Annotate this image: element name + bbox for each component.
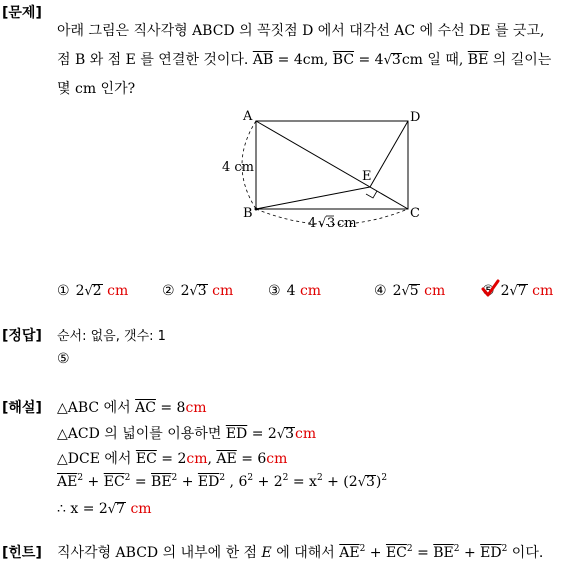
label-e: E xyxy=(362,169,372,184)
label-side-ab: 4 cm xyxy=(222,160,255,175)
choice-number: ③ xyxy=(268,283,281,299)
choice-unit: cm xyxy=(107,283,129,299)
right-angle-mark xyxy=(366,191,377,198)
sqrt-icon: √ xyxy=(276,427,286,442)
solution-eq: ∴ x = 2 xyxy=(57,501,108,517)
hint-text: 직사각형 ABCD 의 내부에 한 점 xyxy=(57,545,258,561)
sqrt-icon: √ xyxy=(401,284,410,299)
choice-unit: cm xyxy=(532,283,554,299)
solution-eq: = 6 xyxy=(241,451,267,467)
solution-line-5 xyxy=(57,501,152,517)
hint-text: 에 대해서 xyxy=(276,545,335,561)
hint-text: 이다. xyxy=(511,545,544,561)
label-a: A xyxy=(243,109,253,124)
solution-eq: ) xyxy=(375,474,382,490)
segment-ed: $\overline{ED}$ xyxy=(225,426,248,442)
choice-number: ⑤ xyxy=(482,283,495,299)
choice-rad: 5 xyxy=(409,283,419,299)
choice-unit: cm xyxy=(212,283,234,299)
label-d: D xyxy=(410,110,421,125)
sqrt-icon: √ xyxy=(357,475,366,490)
rectangle-figure xyxy=(215,104,430,234)
solution-tag: [해설] xyxy=(2,400,42,416)
choice-coef: 2 xyxy=(180,283,190,299)
label-side-bc-unit: cm xyxy=(337,216,357,231)
eq-bc-post: cm 일 때, xyxy=(401,52,464,68)
sqrt-icon: √ xyxy=(383,53,392,68)
segment-ae: $\overline{AE}$ xyxy=(339,545,360,561)
sqrt-icon: √ xyxy=(509,284,518,299)
solution-unit: cm xyxy=(130,501,152,517)
hint-line: 직사각형 ABCD 의 내부에 한 점 E 에 대해서 $\overline{AE}^2 + \overline{EC}^2 = \overline{BE}^2 + \overline{ED}^2$ 이다. xyxy=(57,544,544,561)
perpendicular-de xyxy=(370,121,408,187)
sqrt-icon: √ xyxy=(189,284,198,299)
solution-line-1 xyxy=(57,397,207,417)
choice-coef: 4 xyxy=(286,283,296,299)
hint-point: E xyxy=(261,545,272,561)
segment-be: $\overline{BE}$ xyxy=(151,474,172,490)
solution-line-2 xyxy=(57,423,316,443)
segment-be: $\overline{BE}$ xyxy=(467,52,489,68)
segment-ec: $\overline{EC}$ xyxy=(103,474,125,490)
choice-coef: 2 xyxy=(392,283,402,299)
solution-rad: 3 xyxy=(285,426,295,442)
problem-line2-end: 의 길이는 xyxy=(492,52,552,68)
answer-value: ⑤ xyxy=(57,351,70,367)
choice-4[interactable] xyxy=(374,283,445,299)
diagonal-ac xyxy=(256,121,408,209)
label-side-bc-num: 4 xyxy=(308,216,317,231)
segment-bc: $\overline{BC}$ xyxy=(332,52,355,68)
solution-eq: + (2 xyxy=(327,474,358,490)
choice-number: ② xyxy=(162,283,175,299)
hint-tag: [힌트] xyxy=(2,545,42,561)
problem-line-3: 몇 cm 인가? xyxy=(57,81,136,97)
solution-unit: cm xyxy=(266,451,288,467)
segment-ae: $\overline{AE}$ xyxy=(216,451,237,467)
choice-unit: cm xyxy=(424,283,446,299)
segment-ab: $\overline{AB}$ xyxy=(252,52,274,68)
solution-text: △ACD 의 넓이를 이용하면 xyxy=(57,426,222,442)
segment-ed: $\overline{ED}$ xyxy=(480,545,502,561)
choice-rad: 7 xyxy=(517,283,527,299)
solution-text: △DCE 에서 xyxy=(57,451,132,467)
eq-ab: = 4cm, xyxy=(277,52,329,68)
segment-ec: $\overline{EC}$ xyxy=(385,545,407,561)
answer-tag: [정답] xyxy=(2,328,42,344)
choice-coef: 2 xyxy=(500,283,510,299)
choice-rad: 2 xyxy=(92,283,102,299)
solution-eq: = 8 xyxy=(160,400,186,416)
solution-eq: 6 xyxy=(238,474,248,490)
solution-eq: + 2 xyxy=(257,474,283,490)
choice-unit: cm xyxy=(299,283,322,299)
problem-line2-pre: 점 B 와 점 E 를 연결한 것이다. xyxy=(57,52,249,68)
solution-unit: cm xyxy=(186,451,208,467)
problem-line-1: 아래 그림은 직사각형 ABCD 의 꼭짓점 D 에서 대각선 AC 에 수선 DE 를 긋고, xyxy=(57,23,545,39)
segment-ae: $\overline{AE}$ xyxy=(57,474,78,490)
segment-be: $\overline{BE}$ xyxy=(433,545,454,561)
choice-coef: 2 xyxy=(75,283,85,299)
sqrt-icon: √ xyxy=(84,284,93,299)
choice-2[interactable] xyxy=(162,283,233,299)
segment-be-line xyxy=(256,187,370,209)
problem-tag: [문제] xyxy=(2,5,42,21)
segment-ed: $\overline{ED}$ xyxy=(197,474,220,490)
solution-unit: cm xyxy=(185,400,207,416)
eq-bc-pre: = 4 xyxy=(358,52,384,68)
solution-eq: = x xyxy=(292,474,317,490)
label-b: B xyxy=(243,206,253,221)
point-b-dot xyxy=(255,208,258,211)
solution-rad: 3 xyxy=(365,474,375,490)
solution-line-3: △DCE 에서 $\overline{EC} = 2cm$, $\overline{AE} = 6cm$ xyxy=(57,451,288,467)
choice-3[interactable] xyxy=(268,283,321,299)
segment-ac: $\overline{AC}$ xyxy=(135,400,156,416)
choice-number: ④ xyxy=(374,283,387,299)
choice-number: ① xyxy=(57,283,70,299)
choice-number-wrap xyxy=(482,283,501,299)
label-c: C xyxy=(410,206,420,221)
answer-meta: 순서: 없음, 갯수: 1 xyxy=(57,329,166,344)
solution-text: △ABC 에서 xyxy=(57,400,131,416)
checkmark-icon xyxy=(480,279,500,299)
solution-eq: = 2 xyxy=(161,451,187,467)
eq-bc-rad: 3 xyxy=(391,52,401,68)
sqrt-icon: √ xyxy=(318,216,327,231)
segment-ec: $\overline{EC}$ xyxy=(135,451,157,467)
problem-line-2 xyxy=(57,49,551,69)
solution-line-4: $\overline{AE}^2 + \overline{EC}^2 = \overline{BE}^2 + \overline{ED}^2$ , $6^2 + 2^2 = x^2 + (2√3)^2$ xyxy=(57,473,388,490)
solution-rad: 7 xyxy=(116,501,126,517)
solution-eq: = 2 xyxy=(251,426,277,442)
choice-1[interactable] xyxy=(57,283,128,299)
label-side-bc-rad: 3 xyxy=(327,216,336,231)
sqrt-icon: √ xyxy=(107,502,117,517)
choice-rad: 3 xyxy=(197,283,207,299)
solution-unit: cm xyxy=(295,426,317,442)
choice-5[interactable] xyxy=(482,283,553,299)
